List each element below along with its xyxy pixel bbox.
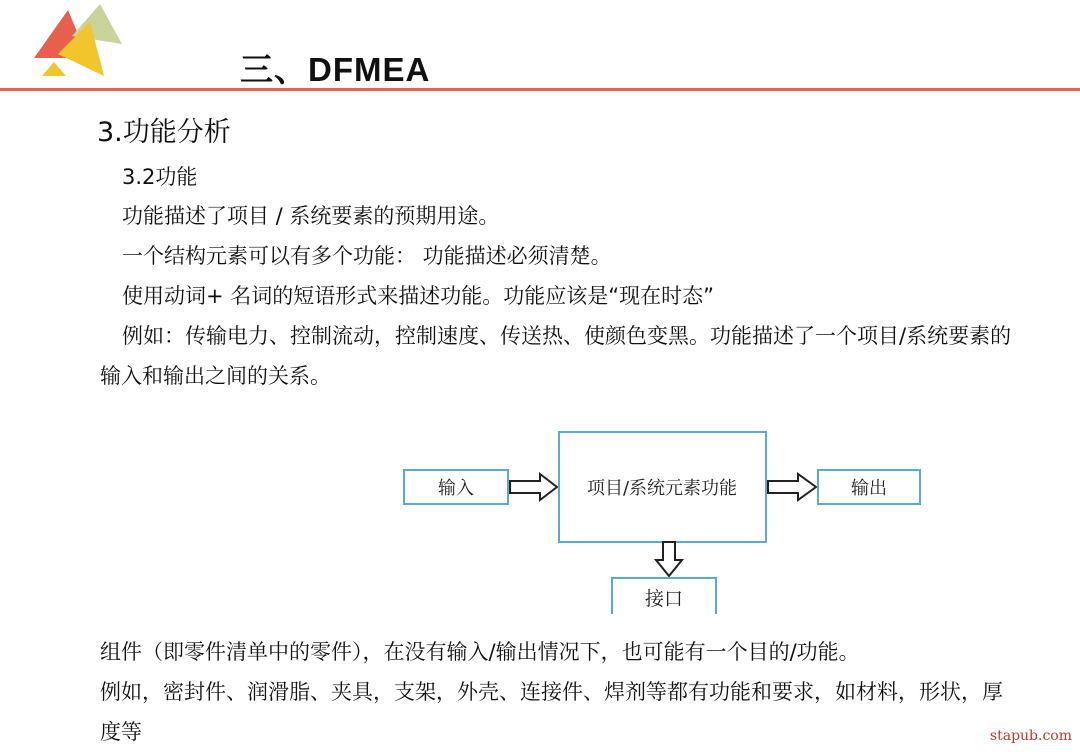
- body-line: 组件（即零件清单中的零件），在没有输入/输出情况下，也可能有一个目的/功能。: [100, 640, 860, 664]
- logo-triangles-icon: [28, 0, 138, 82]
- interface-label: 接口: [644, 588, 684, 610]
- interface-box: [612, 578, 716, 614]
- header-divider: [0, 88, 1080, 91]
- intro-paragraph: [100, 196, 1020, 396]
- output-arrow-icon: [768, 474, 816, 500]
- body-line: 功能描述了项目 / 系统要素的预期用途。: [122, 204, 500, 228]
- input-box: [404, 470, 508, 504]
- output-box: [818, 470, 920, 504]
- section-heading: 3.功能分析: [97, 117, 231, 148]
- slide-title: 三、DFMEA: [240, 51, 431, 88]
- body-line: 使用动词+ 名词的短语形式来描述功能。功能应该是“现在时态”: [122, 284, 715, 308]
- subsection-heading: 3.2功能: [122, 165, 198, 189]
- function-diagram: [400, 428, 930, 616]
- closing-paragraph: [100, 632, 1020, 752]
- input-arrow-icon: [510, 474, 557, 500]
- function-box: [559, 432, 766, 542]
- body-line: 一个结构元素可以有多个功能： 功能描述必须清楚。: [122, 244, 612, 268]
- function-label: 项目/系统元素功能: [586, 478, 738, 499]
- output-label: 输出: [851, 478, 887, 499]
- watermark: stapub.com: [989, 728, 1072, 744]
- body-line: 例如：传输电力、控制流动，控制速度、传送热、使颜色变黑。功能描述了一个项目/系统要素的输入和输出之间的关系。: [100, 324, 1012, 388]
- body-line: 例如，密封件、润滑脂、夹具，支架，外壳、连接件、焊剂等都有功能和要求，如材料，形状，厚度等: [100, 680, 1003, 744]
- interface-arrow-icon: [656, 542, 682, 576]
- input-label: 输入: [438, 478, 474, 499]
